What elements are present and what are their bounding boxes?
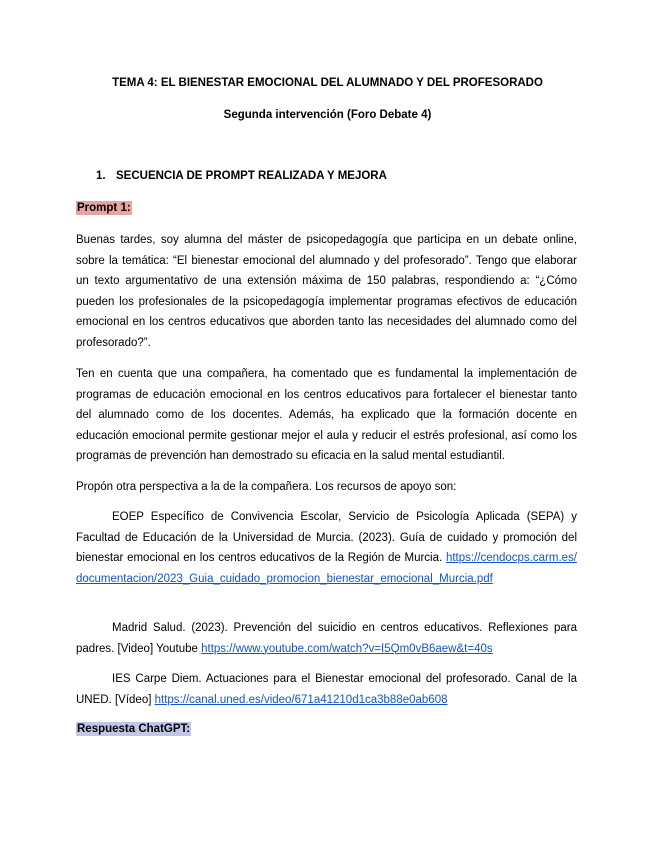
document-subtitle: Segunda intervención (Foro Debate 4) <box>223 109 432 121</box>
section-number: 1. <box>96 170 106 182</box>
response-label: Respuesta ChatGPT: <box>77 723 191 735</box>
paragraph-intro: Buenas tardes, soy alumna del máster de psicopedagogía que participa en un debate online, sobre la temática: “El bienestar emocional del alumnado y del profesorado”. Tengo que elaborar un texto argumentativo de una extensión máxima de 150 palabras, respondiendo a: “¿Cómo pueden los profesionales de la psicopedagogía implementar programas efectivos de educación emocional en los centros educativos que aborden tanto las necesidades del alumnado como del profesorado?”. <box>76 234 577 349</box>
reference-text: IES Carpe Diem. Actuaciones para el Bienestar emocional del profesorado. Canal de la UNED. [Vídeo] <box>76 673 577 706</box>
section-heading-text: SECUENCIA DE PROMPT REALIZADA Y MEJORA <box>116 170 387 182</box>
reference-link[interactable]: https://cendocps.carm.es/documentacion/2023_Guia_cuidado_promocion_bienestar_emocional_Murcia.pdf <box>76 552 577 585</box>
reference-text: EOEP Específico de Convivencia Escolar, Servicio de Psicología Aplicada (SEPA) y Facultad de Educación de la Universidad de Murcia. (2023). Guía de cuidado y promoción del bienestar emocional en los centros educativos de la Región de Murcia. <box>76 511 577 564</box>
reference-link[interactable]: https://canal.uned.es/video/671a41210d1ca3b88e0ab608 <box>154 693 448 706</box>
paragraph-instruction: Propón otra perspectiva a la de la compañera. Los recursos de apoyo son: <box>76 481 457 493</box>
reference-link[interactable]: https://www.youtube.com/watch?v=I5Qm0vB6aew&t=40s <box>201 642 493 655</box>
paragraph-context: Ten en cuenta que una compañera, ha comentado que es fundamental la implementación de programas de educación emocional en los centros educativos para fortalecer el bienestar tanto del alumnado como de los docentes. Además, ha explicado que la formación docente en educación emocional permite gestionar mejor el aula y reducir el estrés profesional, así como los programas de prevención han demostrado su eficacia en la salud mental estudiantil. <box>76 368 577 462</box>
section-heading <box>96 170 387 182</box>
document-title: TEMA 4: EL BIENESTAR EMOCIONAL DEL ALUMNADO Y DEL PROFESORADO <box>112 77 543 89</box>
prompt-label: Prompt 1: <box>77 202 131 214</box>
reference-item <box>76 507 577 589</box>
reference-item <box>76 618 577 659</box>
reference-text: Madrid Salud. (2023). Prevención del suicidio en centros educativos. Reflexiones para padres. [Video] Youtube <box>76 622 577 655</box>
reference-item <box>76 669 577 710</box>
